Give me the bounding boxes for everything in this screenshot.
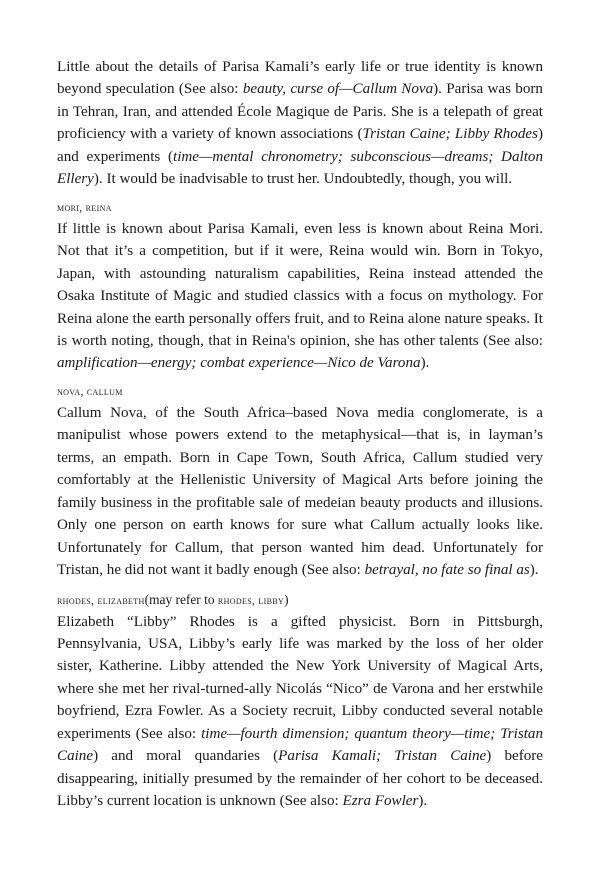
glossary-entry-nova-callum [57, 384, 543, 582]
glossary-entry-mori-reina [57, 200, 543, 375]
entry-body: Callum Nova, of the South Africa–based Nova media conglomerate, is a manipulist whose powers extend to the metaphysical—that is, in layman’s terms, an empath. Born in Cape Town, South Africa, Callum studied very comfortably at the Hellenistic University of Magical Arts before joining the family business in the profitable sale of medeian beauty products and illusions. Only one person on earth knows for sure what Callum actually looks like. Unfortunately for Callum, that person wanted him dead. Unfortunately for Tristan, he did not want it badly enough (See also: betrayal, no fate so final as). [57, 404, 543, 579]
entry-heading-name: nova, callum [57, 385, 123, 398]
entry-body: If little is known about Parisa Kamali, even less is known about Reina Mori. Not that it’s a competition, but if it were, Reina would win. Born in Tokyo, Japan, with astounding naturalism capabilities, Reina instead attended the Osaka Institute of Magic and studied classics with a focus on mythology. For Reina alone the earth personally offers fruit, and to Reina alone nature speaks. It is worth noting, though, that in Reina's opinion, she has other talents (See also: amplification—energy; combat experience—Nico de Varona). [57, 220, 543, 372]
entry-heading-name: mori, reina [57, 201, 112, 214]
entry-heading-rhodes-elizabeth [57, 591, 543, 610]
glossary-entry-parisa-kamali [57, 56, 543, 191]
text-column [57, 56, 543, 813]
entry-heading-nova-callum [57, 384, 543, 401]
entry-heading-crossref: (may refer to rhodes, libby) [144, 591, 289, 607]
entry-body: Elizabeth “Libby” Rhodes is a gifted physicist. Born in Pittsburgh, Pennsylvania, USA, Libby’s early life was marked by the loss of her older sister, Katherine. Libby attended the New York University of Magical Arts, where she met her rival-turned-ally Nicolás “Nico” de Varona and her erstwhile boyfriend, Ezra Fowler. As a Society recruit, Libby conducted several notable experiments (See also: time—fourth dimension; quantum theory—time; Tristan Caine) and moral quandaries (Parisa Kamali; Tristan Caine) before disappearing, initially presumed by the remainder of her cohort to be deceased. Libby’s current location is unknown (See also: Ezra Fowler). [57, 613, 543, 810]
entry-body: Little about the details of Parisa Kamali’s early life or true identity is known beyond speculation (See also: beauty, curse of—Callum Nova). Parisa was born in Tehran, Iran, and attended École Magique de Paris. She is a telepath of great proficiency with a variety of known associations (Tristan Caine; Libby Rhodes) and experiments (time—mental chronometry; subconscious—dreams; Dalton Ellery). It would be inadvisable to trust her. Undoubtedly, though, you will. [57, 59, 543, 188]
entry-heading-name: rhodes, elizabeth [57, 594, 145, 607]
entry-heading-mori-reina [57, 200, 543, 217]
glossary-entry-rhodes-elizabeth [57, 591, 543, 813]
